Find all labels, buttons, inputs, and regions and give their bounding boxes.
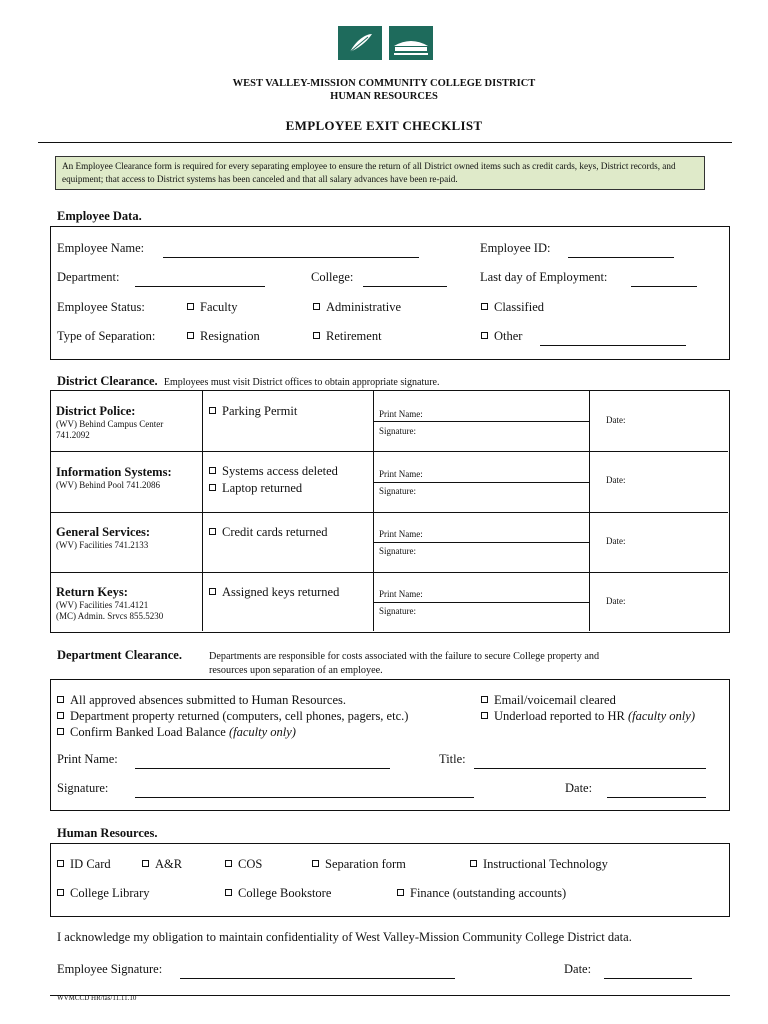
checkbox-icon — [209, 588, 216, 595]
district-clearance-note: Employees must visit District offices to obtain appropriate signature. — [163, 377, 440, 388]
hr-department: HUMAN RESOURCES — [330, 91, 438, 102]
dept-print-name-label: Print Name: — [57, 752, 118, 766]
checkbox-icon — [209, 407, 216, 414]
checkbox-icon — [57, 728, 64, 735]
status-administrative-checkbox[interactable]: Administrative — [313, 300, 401, 315]
checkbox-icon — [481, 303, 488, 310]
district-clearance-table — [50, 390, 730, 633]
footer-divider — [50, 995, 730, 996]
dept-date-label: Date: — [565, 781, 593, 795]
checkbox-icon — [142, 860, 149, 867]
laptop-returned-checkbox[interactable]: Laptop returned — [209, 481, 302, 496]
separation-form-checkbox[interactable]: Separation form — [312, 857, 406, 872]
signature-label: Signature: — [379, 606, 416, 616]
last-day-label: Last day of Employment: — [480, 270, 608, 284]
department-clearance-note: Departments are responsible for costs associated with the failure to secure College property and resources upon separation of an employee. — [209, 651, 600, 676]
cos-checkbox[interactable]: COS — [225, 857, 262, 872]
department-clearance-box — [50, 679, 730, 811]
checkbox-icon — [57, 712, 64, 719]
credit-cards-checkbox[interactable]: Credit cards returned — [209, 525, 328, 540]
assigned-keys-checkbox[interactable]: Assigned keys returned — [209, 585, 339, 600]
department-label: Department: — [57, 270, 120, 284]
office-name: Return Keys: — [56, 585, 128, 599]
table-row: Information Systems: (WV) Behind Pool 741.2086 — [56, 465, 172, 490]
leaf-logo-icon — [338, 26, 382, 60]
header-divider — [38, 142, 732, 143]
district-clearance-heading: District Clearance. Employees must visit District offices to obtain appropriate signature. — [57, 374, 440, 388]
table-row: District Police: (WV) Behind Campus Center 741.2092 — [56, 404, 164, 440]
print-name-label: Print Name: — [379, 589, 423, 599]
checkbox-icon — [397, 889, 404, 896]
college-library-checkbox[interactable]: College Library — [57, 886, 150, 901]
employee-name-label: Employee Name: — [57, 241, 145, 255]
date-label: Date: — [606, 475, 626, 485]
district-name: WEST VALLEY-MISSION COMMUNITY COLLEGE DISTRICT — [232, 78, 536, 89]
checkbox-icon — [209, 467, 216, 474]
checkbox-icon — [312, 860, 319, 867]
college-field[interactable] — [363, 286, 447, 287]
table-row: General Services: (WV) Facilities 741.2133 — [56, 525, 151, 550]
acknowledgement-text: I acknowledge my obligation to maintain confidentiality of West Valley-Mission Community College District data. — [57, 930, 632, 944]
email-cleared-checkbox[interactable]: Email/voicemail cleared — [481, 693, 616, 708]
department-clearance-heading: Department Clearance. — [57, 648, 182, 662]
department-field[interactable] — [135, 286, 265, 287]
checkbox-icon — [187, 303, 194, 310]
human-resources-heading: Human Resources. — [57, 826, 158, 840]
checkbox-icon — [187, 332, 194, 339]
employee-name-field[interactable] — [163, 257, 419, 258]
checkbox-icon — [209, 484, 216, 491]
date-label: Date: — [606, 536, 626, 546]
status-classified-checkbox[interactable]: Classified — [481, 300, 544, 315]
employee-id-field[interactable] — [568, 257, 674, 258]
checkbox-icon — [57, 696, 64, 703]
dept-title-field[interactable] — [474, 768, 706, 769]
page-title: EMPLOYEE EXIT CHECKLIST — [285, 118, 483, 133]
dept-title-label: Title: — [439, 752, 466, 766]
print-name-label: Print Name: — [379, 529, 423, 539]
dept-signature-label: Signature: — [57, 781, 109, 795]
employee-id-label: Employee ID: — [480, 241, 551, 255]
final-date-label: Date: — [564, 962, 592, 976]
checkbox-icon — [470, 860, 477, 867]
checkbox-icon — [225, 889, 232, 896]
date-label: Date: — [606, 415, 626, 425]
checkbox-icon — [481, 332, 488, 339]
employee-status-label: Employee Status: — [57, 300, 145, 314]
absences-checkbox[interactable]: All approved absences submitted to Human Resources. — [57, 693, 346, 708]
separation-resignation-checkbox[interactable]: Resignation — [187, 329, 260, 344]
signature-label: Signature: — [379, 486, 416, 496]
separation-other-checkbox[interactable]: Other — [481, 329, 522, 344]
building-logo-icon — [389, 26, 433, 60]
last-day-field[interactable] — [631, 286, 697, 287]
office-name: District Police: — [56, 404, 136, 418]
table-row: Return Keys: (WV) Facilities 741.4121 (MC) Admin. Srvcs 855.5230 — [56, 585, 164, 621]
college-label: College: — [311, 270, 354, 284]
parking-permit-checkbox[interactable]: Parking Permit — [209, 404, 297, 419]
status-faculty-checkbox[interactable]: Faculty — [187, 300, 238, 315]
systems-access-checkbox[interactable]: Systems access deleted — [209, 464, 338, 479]
checkbox-icon — [481, 696, 488, 703]
banked-load-checkbox[interactable]: Confirm Banked Load Balance (faculty only) — [57, 725, 296, 740]
checkbox-icon — [209, 528, 216, 535]
separation-type-label: Type of Separation: — [57, 329, 156, 343]
dept-print-name-field[interactable] — [135, 768, 390, 769]
finance-checkbox[interactable]: Finance (outstanding accounts) — [397, 886, 566, 901]
separation-retirement-checkbox[interactable]: Retirement — [313, 329, 382, 344]
college-bookstore-checkbox[interactable]: College Bookstore — [225, 886, 331, 901]
property-returned-checkbox[interactable]: Department property returned (computers, cell phones, pagers, etc.) — [57, 709, 408, 724]
employee-signature-label: Employee Signature: — [57, 962, 163, 976]
print-name-label: Print Name: — [379, 409, 423, 419]
underload-checkbox[interactable]: Underload reported to HR (faculty only) — [481, 709, 695, 724]
office-name: Information Systems: — [56, 465, 172, 479]
dept-date-field[interactable] — [607, 797, 706, 798]
checkbox-icon — [57, 860, 64, 867]
signature-label: Signature: — [379, 426, 416, 436]
checkbox-icon — [481, 712, 488, 719]
employee-data-heading: Employee Data. — [57, 209, 142, 223]
human-resources-box — [50, 843, 730, 917]
checkbox-icon — [313, 303, 320, 310]
clearance-notice: An Employee Clearance form is required for every separating employee to ensure the return of all District owned items such as credit cards, keys, District records, and equipment; that access to District systems has been canceled and that all salary advances have been re-paid. — [55, 156, 705, 190]
date-label: Date: — [606, 596, 626, 606]
a-and-r-checkbox[interactable]: A&R — [142, 857, 182, 872]
instructional-technology-checkbox[interactable]: Instructional Technology — [470, 857, 608, 872]
dept-signature-field[interactable] — [135, 797, 474, 798]
office-name: General Services: — [56, 525, 151, 539]
checkbox-icon — [57, 889, 64, 896]
id-card-checkbox[interactable]: ID Card — [57, 857, 111, 872]
employee-signature-field[interactable] — [180, 978, 455, 979]
checkbox-icon — [313, 332, 320, 339]
print-name-label: Print Name: — [379, 469, 423, 479]
separation-other-field[interactable] — [540, 345, 686, 346]
footer-code: WVMCCD HR/tas/11.11.10 — [57, 994, 137, 1002]
checkbox-icon — [225, 860, 232, 867]
signature-label: Signature: — [379, 546, 416, 556]
final-date-field[interactable] — [604, 978, 692, 979]
employee-data-box — [50, 226, 730, 360]
